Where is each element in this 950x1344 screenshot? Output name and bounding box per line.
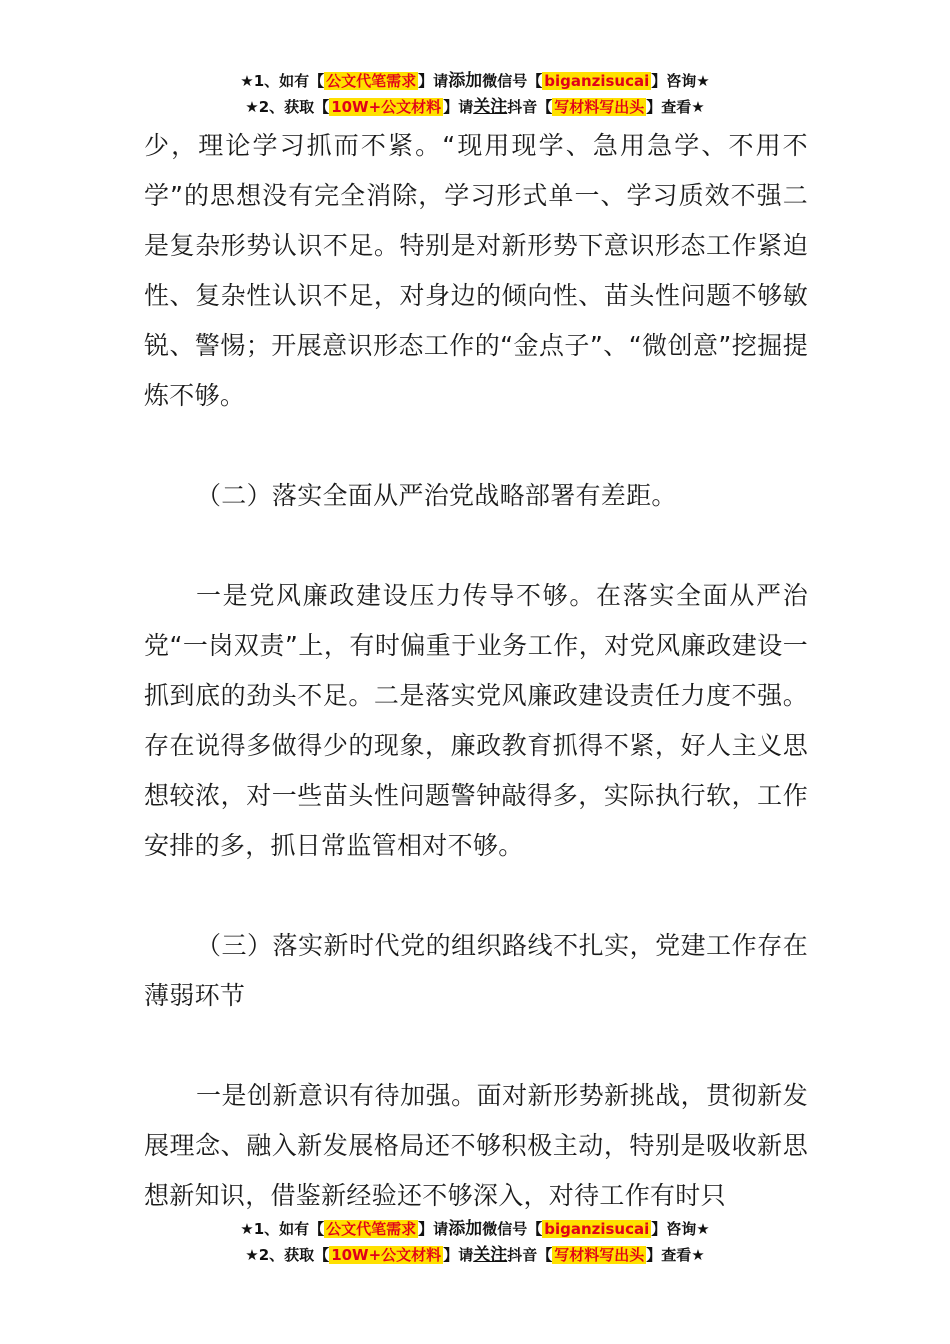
paragraph-gap — [144, 421, 808, 471]
banner-highlight: biganzisucai — [544, 72, 650, 90]
banner-text: 微信号【 — [482, 72, 543, 90]
banner-text: 抖音【 — [507, 1246, 553, 1264]
banner-text: ★1、如有【 — [240, 1220, 325, 1238]
banner-emphasis: 添加 — [448, 71, 483, 91]
paragraph-gap — [144, 1021, 808, 1071]
document-body — [144, 121, 808, 1221]
paragraph: 一是党风廉政建设压力传导不够。在落实全面从严治党“一岗双责”上，有时偏重于业务工作，对党风廉政建设一抓到底的劲头不足。二是落实党风廉政建设责任力度不强。存在说得多做得少的现象，廉政教育抓得不紧，好人主义思想较浓，对一些苗头性问题警钟敲得多，实际执行软，工作安排的多，抓日常监管相对不够。 — [144, 581, 808, 860]
banner-highlight: biganzisucai — [544, 1220, 650, 1238]
banner-text: ★2、获取【 — [245, 1246, 330, 1264]
paragraph-gap — [144, 871, 808, 921]
banner-highlight: 10W+公文材料 — [331, 98, 442, 116]
section-heading: （三）落实新时代党的组织路线不扎实，党建工作存在薄弱环节 — [144, 931, 808, 1010]
banner-highlight: 写材料写出头 — [554, 1246, 645, 1264]
banner-text: 】咨询★ — [651, 72, 710, 90]
header-banner — [0, 68, 950, 120]
banner-highlight: 公文代笔需求 — [326, 1220, 417, 1238]
banner-text: 抖音【 — [507, 98, 553, 116]
banner-line-2 — [0, 1242, 950, 1268]
banner-text: 微信号【 — [482, 1220, 543, 1238]
banner-emphasis: 关注 — [473, 97, 508, 117]
banner-text: ★2、获取【 — [245, 98, 330, 116]
banner-line-1 — [0, 68, 950, 94]
banner-text: 】查看★ — [646, 98, 705, 116]
banner-emphasis: 添加 — [448, 1219, 483, 1239]
banner-text: 】请 — [443, 98, 474, 116]
banner-text: 】请 — [418, 1220, 449, 1238]
banner-text: 】咨询★ — [651, 1220, 710, 1238]
banner-highlight: 10W+公文材料 — [331, 1246, 442, 1264]
banner-text: 】请 — [418, 72, 449, 90]
banner-line-1 — [0, 1216, 950, 1242]
banner-emphasis: 关注 — [473, 1245, 508, 1265]
banner-text: ★1、如有【 — [240, 72, 325, 90]
banner-text: 】查看★ — [646, 1246, 705, 1264]
paragraph: 少，理论学习抓而不紧。“现用现学、急用急学、不用不学”的思想没有完全消除，学习形式单一、学习质效不强二是复杂形势认识不足。特别是对新形势下意识形态工作紧迫性、复杂性认识不足，对身边的倾向性、苗头性问题不够敏锐、警惕；开展意识形态工作的“金点子”、“微创意”挖掘提炼不够。 — [144, 131, 808, 410]
section-heading: （二）落实全面从严治党战略部署有差距。 — [196, 481, 677, 510]
paragraph-gap — [144, 521, 808, 571]
banner-highlight: 写材料写出头 — [554, 98, 645, 116]
banner-text: 】请 — [443, 1246, 474, 1264]
banner-line-2 — [0, 94, 950, 120]
footer-banner — [0, 1216, 950, 1268]
banner-highlight: 公文代笔需求 — [326, 72, 417, 90]
paragraph: 一是创新意识有待加强。面对新形势新挑战，贯彻新发展理念、融入新发展格局还不够积极主动，特别是吸收新思想新知识，借鉴新经验还不够深入，对待工作有时只 — [144, 1081, 808, 1210]
